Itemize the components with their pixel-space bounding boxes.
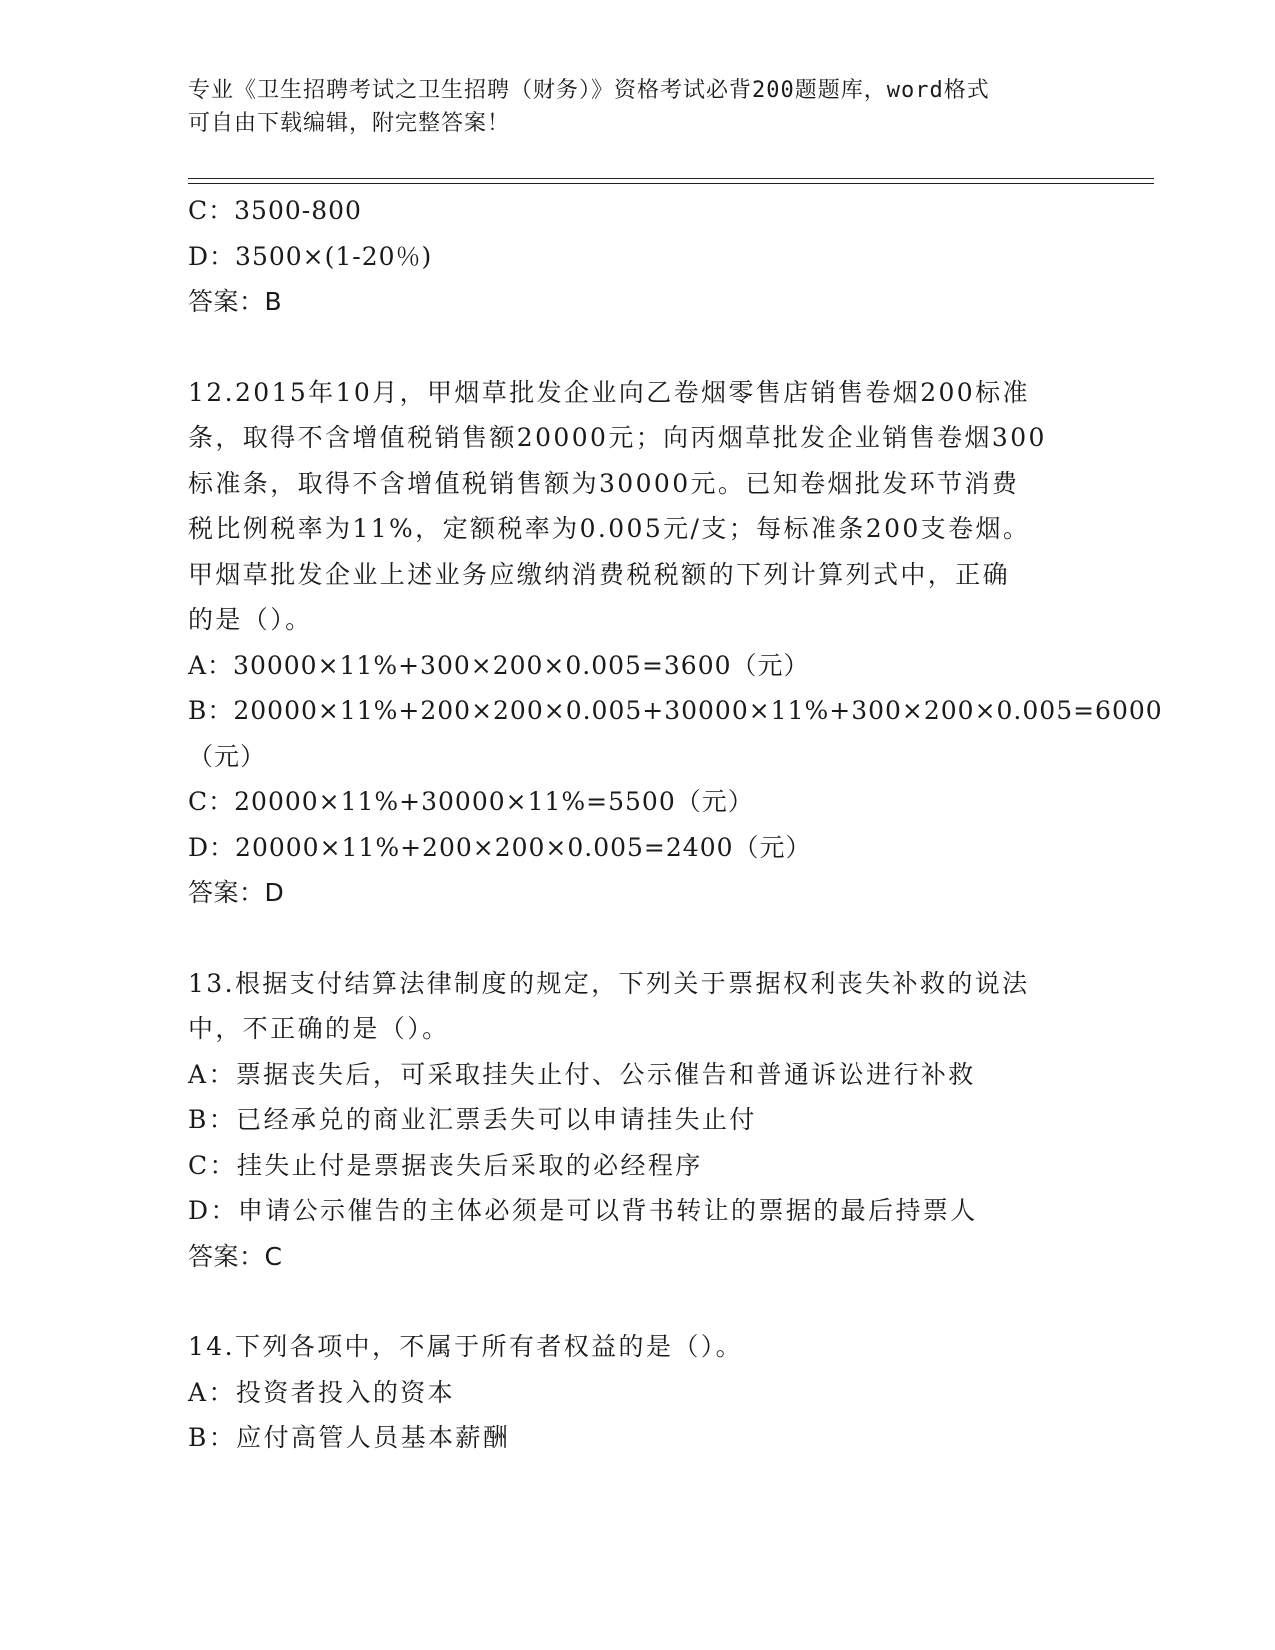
q12-stem-line-1: 12.2015年10月，甲烟草批发企业向乙卷烟零售店销售卷烟200标准 (188, 377, 1030, 407)
header-divider-bottom (188, 183, 1154, 184)
spacer (188, 1279, 1088, 1324)
q12-answer: 答案：D (188, 878, 285, 907)
q12-stem-line-2: 条，取得不含增值税销售额20000元；向丙烟草批发企业销售卷烟300 (188, 423, 1047, 452)
q13-stem-line-1: 13.根据支付结算法律制度的规定，下列关于票据权利丧失补救的说法 (188, 968, 1030, 998)
q13-option-d: D：申请公示催告的主体必须是可以背书转让的票据的最后持票人 (188, 1196, 978, 1225)
q12-stem-line-4: 税比例税率为11%，定额税率为0.005元/支；每标准条200支卷烟。 (188, 514, 1031, 543)
q14-option-a: A：投资者投入的资本 (188, 1377, 456, 1407)
header-title-line-2: 可自由下载编辑，附完整答案！ (188, 111, 511, 136)
q11-option-d: D：3500×(1-20％) (188, 241, 433, 271)
q13-stem-line-2: 中，不正确的是（）。 (188, 1014, 450, 1043)
q14-stem: 14.下列各项中，不属于所有者权益的是（）。 (188, 1332, 744, 1361)
q13-option-b: B：已经承兑的商业汇票丢失可以申请挂失止付 (188, 1105, 757, 1134)
q12-option-b-line-1: B：20000×11%+200×200×0.005+30000×11%+300×200×0.005=6000 (188, 696, 1163, 725)
spacer (188, 916, 1088, 961)
question-content (188, 188, 1163, 1461)
q14-option-b: B：应付高管人员基本薪酬 (188, 1423, 511, 1452)
q13-answer: 答案：C (188, 1241, 283, 1271)
spacer (188, 325, 1088, 370)
q12-option-a: A：30000×11%+300×200×0.005=3600（元） (188, 650, 810, 680)
document-header (188, 74, 1088, 140)
question-13 (188, 961, 1088, 1280)
header-title-line-1: 专业《卫生招聘考试之卫生招聘（财务）》资格考试必背200题题库，word格式 (188, 78, 990, 103)
q12-option-c: C：20000×11%+30000×11%=5500（元） (188, 787, 754, 816)
q12-stem-line-6: 的是（）。 (188, 605, 313, 634)
q12-stem-line-5: 甲烟草批发企业上述业务应缴纳消费税税额的下列计算列式中，正确 (188, 559, 1011, 589)
q11-option-c: C：3500-800 (188, 196, 362, 225)
q13-option-a: A：票据丧失后，可采取挂失止付、公示催告和普通诉讼进行补救 (188, 1059, 976, 1089)
q11-answer: 答案：B (188, 287, 283, 316)
q12-option-b-line-2: （元） (188, 741, 267, 771)
q13-option-c: C：挂失止付是票据丧失后采取的必经程序 (188, 1150, 703, 1180)
question-14 (188, 1324, 1088, 1461)
header-divider-top (188, 178, 1154, 179)
q12-option-d: D：20000×11%+200×200×0.005=2400（元） (188, 832, 812, 862)
q12-stem-line-3: 标准条，取得不含增值税销售额为30000元。已知卷烟批发环节消费 (188, 468, 1020, 498)
question-11 (188, 188, 1088, 325)
question-12 (188, 370, 1163, 916)
